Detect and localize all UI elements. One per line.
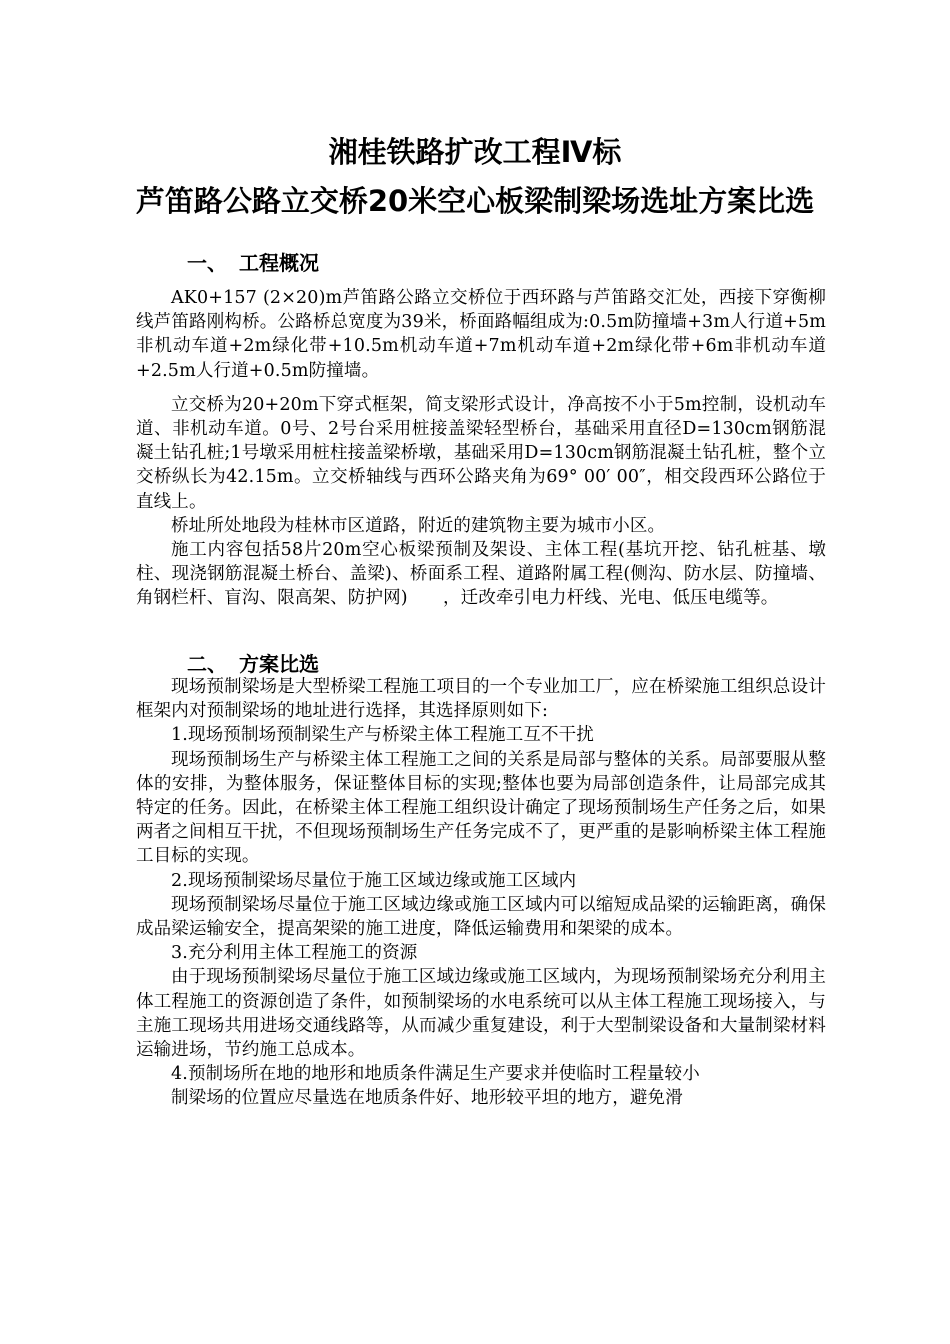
section-body-overview	[136, 286, 826, 611]
paragraph: 桥址所处地段为桂林市区道路，附近的建筑物主要为城市小区。	[171, 515, 666, 536]
section-number: 一、	[187, 251, 227, 275]
section-heading-overview	[187, 250, 319, 276]
section-number: 二、	[187, 652, 227, 676]
list-item-heading: 2.现场预制梁场尽量位于施工区域边缘或施工区域内	[171, 870, 577, 891]
paragraph: 现场预制场生产与桥梁主体工程施工之间的关系是局部与整体的关系。局部要服从整体的安排，为整体服务，保证整体目标的实现;整体也要为局部创造条件，让局部完成其特定的任务。因此，在桥梁主体工程施工组织设计确定了现场预制场生产任务之后，如果两者之间相互干扰，不但现场预制场生产任务完成不了，更严重的是影响桥梁主体工程施工目标的实现。	[136, 749, 826, 867]
section-heading-comparison	[187, 651, 319, 677]
section-title: 工程概况	[239, 251, 319, 275]
document-subtitle: 芦笛路公路立交桥20米空心板梁制梁场选址方案比选	[135, 184, 815, 218]
paragraph: 制梁场的位置应尽量选在地质条件好、地形较平坦的地方，避免滑	[171, 1088, 683, 1109]
list-item-heading: 4.预制场所在地的地形和地质条件满足生产要求并使临时工程量较小	[171, 1064, 700, 1085]
section-body-comparison	[136, 675, 826, 1111]
paragraph: 由于现场预制梁场尽量位于施工区域边缘或施工区域内，为现场预制梁场充分利用主体工程施工的资源创造了条件，如预制梁场的水电系统可以从主体工程施工现场接入，与主施工现场共用进场交通线路等，从而减少重复建设，利于大型制梁设备和大量制梁材料运输进场，节约施工总成本。	[136, 967, 826, 1061]
paragraph: 施工内容包括58片20m空心板梁预制及架设、主体工程(基坑开挖、钻孔桩基、墩柱、现浇钢筋混凝土桥台、盖梁)、桥面系工程、道路附属工程(侧沟、防水层、防撞墙、角钢栏杆、盲沟、限高架、防护网) ，迁改牵引电力杆线、光电、低压电缆等。	[136, 540, 826, 609]
paragraph: AK0+157 (2×20)m芦笛路公路立交桥位于西环路与芦笛路交汇处，西接下穿衡柳线芦笛路刚构桥。公路桥总宽度为39米，桥面路幅组成为:0.5m防撞墙+3m人行道+5m非机动车道+2m绿化带+10.5m机动车道+7m机动车道+2m绿化带+6m非机动车道+2.5m人行道+0.5m防撞墙。	[136, 288, 826, 381]
list-item-heading: 3.充分利用主体工程施工的资源	[171, 943, 418, 964]
document-title: 湘桂铁路扩改工程Ⅳ标	[328, 135, 622, 169]
paragraph: 现场预制梁场是大型桥梁工程施工项目的一个专业加工厂，应在桥梁施工组织总设计框架内对预制梁场的地址进行选择，其选择原则如下:	[136, 677, 826, 722]
list-item-heading: 1.现场预制场预制梁生产与桥梁主体工程施工互不干扰	[171, 725, 594, 746]
section-title: 方案比选	[239, 652, 319, 676]
paragraph: 现场预制梁场尽量位于施工区域边缘或施工区域内可以缩短成品梁的运输距离，确保成品梁运输安全，提高架梁的施工进度，降低运输费用和架梁的成本。	[136, 894, 826, 940]
paragraph: 立交桥为20+20m下穿式框架，简支梁形式设计，净高按不小于5m控制，设机动车道、非机动车道。0号、2号台采用桩接盖梁轻型桥台，基础采用直径D=130cm钢筋混凝土钻孔桩;1号墩采用桩柱接盖梁桥墩，基础采用D=130cm钢筋混凝土钻孔桩，整个立交桥纵长为42.15m。立交桥轴线与西环公路夹角为69° 00′ 00″，相交段西环公路位于直线上。	[136, 394, 826, 512]
